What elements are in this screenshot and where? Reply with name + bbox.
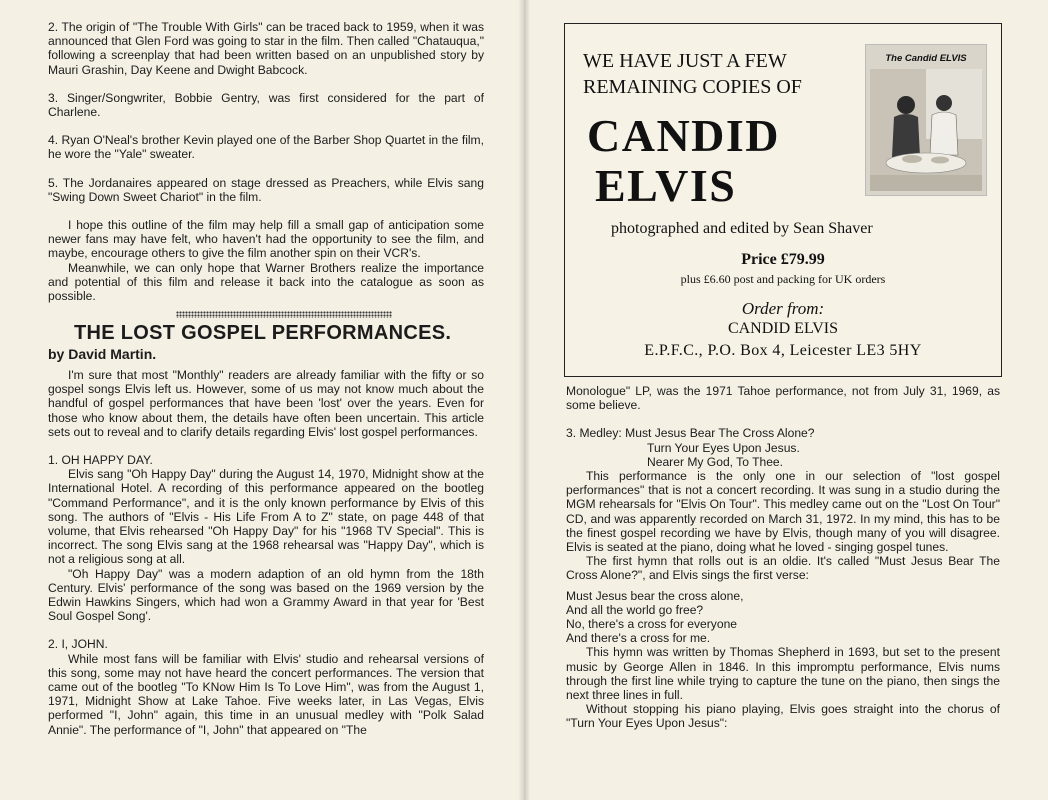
medley-title: Nearer My God, To Thee. [647,454,784,469]
body-paragraph: This hymn was written by Thomas Shepherd in 1693, but set to the present music by George Allen in 1846. In this impromptu performance, Elvis nums through the first line while trying to capture the tune on the piano, then sings the next three lines in full. [566,645,1000,703]
verse-line: No, there's a cross for everyone [566,617,738,632]
fact-item: 3. Singer/Songwriter, Bobbie Gentry, was first considered for the part of Charlene. [48,90,484,120]
medley-title: Turn Your Eyes Upon Jesus. [647,440,800,455]
fact-item: 4. Ryan O'Neal's brother Kevin played one of the Barber Shop Quartet in the film, he wore the "Yale" sweater. [48,133,484,162]
medley-heading [566,426,1000,469]
verse-line: Must Jesus bear the cross alone, [566,588,744,603]
ad-postage: plus £6.60 post and packing for UK orders [680,272,886,286]
dotted-divider [176,311,392,318]
section-paragraph: "Oh Happy Day" was a modern adaption of an old hymn from the 18th Century. Elvis' performance of the song was based on the 1969 version by the Edwin Hawkins Singers, which had won a Grammy Award in that year for 'Best Soul Gospel Song'. [48,566,484,624]
article-title: THE LOST GOSPEL PERFORMANCES. [74,322,452,344]
medley-title: Must Jesus Bear The Cross Alone? [625,426,815,441]
verse-line: And all the world go free? [566,602,704,617]
ad-order-name: CANDID ELVIS [727,320,839,337]
article-body [48,368,484,737]
ad-order-label: Order from: [741,299,825,318]
body-paragraph: This performance is the only one in our selection of "lost gospel performances" that is not a concert recording. It was sung in a studio during the MGM rehearsals for "Elvis On Tour". This medley came out on the "Lost On Tour" CD, and was apparently recorded on March 31, 1972. In my mind, this has to be the finest gospel recording we have by Elvis, though many of you will disagree. Elvis is seated at the piano, doing what he loved - singing gospel tunes. [566,469,1000,555]
ad-headline-line: REMAINING COPIES OF [583,76,802,98]
ad-subtitle: photographed and edited by Sean Shaver [611,220,873,237]
ad-headline-line: WE HAVE JUST A FEW [583,50,787,72]
closing-paragraph: Meanwhile, we can only hope that Warner Brothers realize the importance and potential of this film and release it back into the catalogue as soon as possible. [48,260,484,304]
fact-item: 2. The origin of "The Trouble With Girls" can be traced back to 1959, when it was announced that Glen Ford was going to star in the film. Then called "Chatauqua," following a screenplay that had been written based on an unpublished story by Mauri Grashin, Day Keene and Dwight Babcock. [48,20,484,77]
closing-paragraph: I hope this outline of the film may help fill a small gap of anticipation some newer fans may have felt, who haven't had the opportunity to see the film, and maybe, encourage others to give the film another spin on their VCR's. [48,218,484,261]
article-byline: by David Martin. [48,346,157,362]
ad-title-candid: CANDID [587,110,780,161]
section-paragraph: Elvis sang "Oh Happy Day" during the August 14, 1970, Midnight show at the International Hotel. A recording of this performance appeared on the bootleg "Command Performance", and it is the only known performance by Elvis of this song. The authors of "Elvis - His Life From A to Z" state, on page 448 of that volume, that Elvis rehearsed "Oh Happy Day" for his "1968 TV Special". This is incorrect. The song Elvis sang at the 1968 rehearsal was "Happy Day", which is not a religious song at all. [48,467,484,567]
book-cover-photo [865,44,987,196]
fact-item: 5. The Jordanaires appeared on stage dressed as Preachers, while Elvis sang "Swing Down Sweet Chariot" in the film. [48,175,484,204]
article-intro: I'm sure that most "Monthly" readers are already familiar with the fifty or so gospel songs Elvis left us. However, some of us may not know much about the handful of gospel performances that have been 'lost' over the years. Even for those who know about them, the details have often been uncertain. This article sets out to reveal and to clarify details regarding Elvis' lost gospel performances. [48,368,484,439]
continuation-paragraph: Monologue" LP, was the 1971 Tahoe performance, not from July 31, 1969, as some believe. [566,384,1000,413]
verse-line: And there's a cross for me. [566,631,711,646]
body-paragraph: The first hymn that rolls out is an oldie. It's called "Must Jesus Bear The Cross Alone?", and Elvis sings the first verse: [566,554,1000,583]
medley-label: 3. Medley: [566,426,622,441]
section-paragraph: While most fans will be familiar with Elvis' studio and rehearsal versions of this song, some may not have heard the concert performances. The version that came out of the bootleg "To KNow Him Is To Love Him", was from the August 1, 1971, Midnight Show at Lake Tahoe. Five weeks later, in Las Vegas, Elvis performed "I, John" again, this time in an unusual medley with "Polk Salad Annie". The performance of "I, John" that appeared on "The [48,651,484,737]
ad-order-address: E.P.F.C., P.O. Box 4, Leicester LE3 5HY [644,342,922,359]
ad-price: Price £79.99 [741,251,825,268]
book-advertisement [564,23,1002,377]
film-facts [48,20,484,303]
left-page [0,0,522,800]
article-continuation [566,384,1000,731]
ad-title-elvis: ELVIS [595,160,737,211]
book-cover-label: The Candid ELVIS [885,53,967,64]
body-paragraph: Without stopping his piano playing, Elvis goes straight into the chorus of "Turn Your Eyes Upon Jesus": [566,702,1000,731]
photo-illustration-icon [866,45,986,195]
section-heading: 2. I, JOHN. [48,637,108,652]
ad-headline [583,48,802,100]
section-heading: 1. OH HAPPY DAY. [48,453,153,468]
right-page [526,0,1048,800]
